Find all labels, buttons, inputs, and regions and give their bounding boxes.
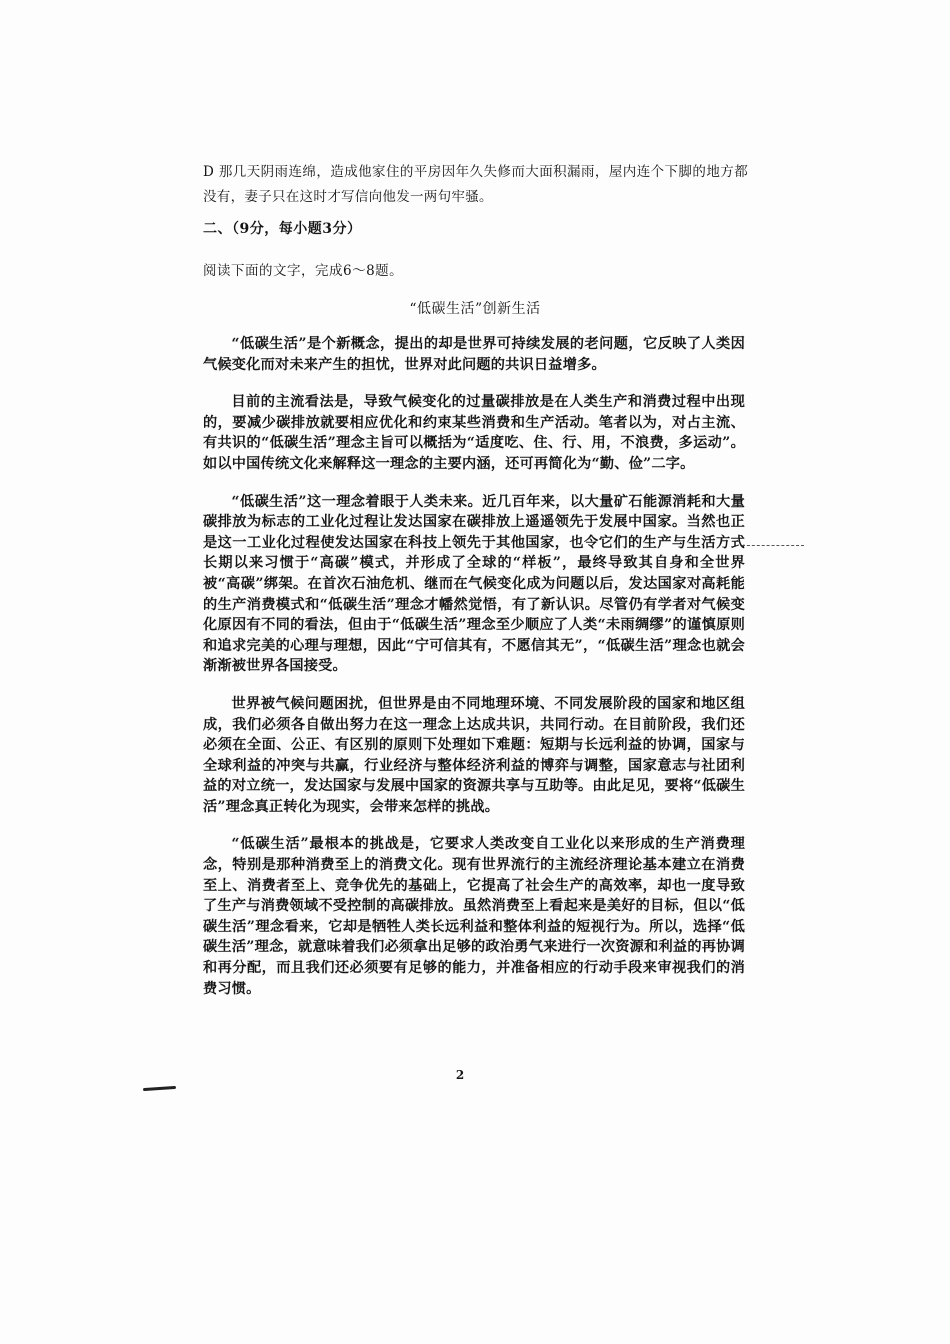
passage-paragraph: “低碳生活”最根本的挑战是，它要求人类改变自工业化以来形成的生产消费理念，特别是那种消费至上的消费文化。现有世界流行的主流经济理论基本建立在消费至上、消费者至上、竞争优先的基础上，它提高了社会生产的高效率，却也一度导致了生产与消费领域不受控制的高碳排放。虽然消费至上看起来是美好的目标，但以“低碳生活”理念看来，它却是牺牲人类长远利益和整体利益的短视行为。所以，选择“低碳生活”理念，就意味着我们必须拿出足够的政治勇气来进行一次资源和利益的再协调和再分配，而且我们还必须要有足够的能力，并准备相应的行动手段来审视我们的消费习惯。 — [203, 836, 745, 997]
passage-title: “低碳生活”创新生活 — [409, 301, 541, 317]
answer-option-d: D 那几天阴雨连绵，造成他家住的平房因年久失修而大面积漏雨，屋内连个下脚的地方都没有，妻子只在这时才写信向他发一两句牢骚。 — [203, 164, 748, 205]
passage-paragraph: “低碳生活”这一理念着眼于人类未来。近几百年来，以大量矿石能源消耗和大量碳排放为标志的工业化过程让发达国家在碳排放上遥遥领先于发展中国家。当然也正是这一工业化过程使发达国家在科技上领先于其他国家，也令它们的生产与生活方式长期以来习惯于“高碳”模式，并形成了全球的“样板”，最终导致其自身和全世界被“高碳”绑架。在首次石油危机、继而在气候变化成为问题以后，发达国家对高耗能的生产消费模式和“低碳生活”理念才幡然觉悟，有了新认识。尽管仍有学者对气候变化原因有不同的看法，但由于“低碳生活”理念至少顺应了人类“未雨绸缪”的谨慎原则和追求完美的心理与理想，因此“宁可信其有，不愿信其无”，“低碳生活”理念也就会渐渐被世界各国接受。 — [203, 493, 745, 675]
passage-paragraph: 目前的主流看法是，导致气候变化的过量碳排放是在人类生产和消费过程中出现的，要减少碳排放就要相应优化和约束某些消费和生产活动。笔者以为，对占主流、有共识的“低碳生活”理念主旨可以概括为“适度吃、住、行、用，不浪费，多运动”。如以中国传统文化来解释这一理念的主要内涵，还可再简化为“勤、俭”二字。 — [203, 394, 745, 472]
reading-instruction: 阅读下面的文字，完成6～8题。 — [203, 263, 404, 279]
reading-passage — [203, 334, 745, 1016]
page-number: 2 — [455, 1068, 465, 1082]
section-heading: 二、（9分，每小题3分） — [203, 221, 362, 237]
scan-mark — [742, 545, 804, 547]
scan-mark — [143, 1086, 176, 1091]
passage-paragraph: 世界被气候问题困扰，但世界是由不同地理环境、不同发展阶段的国家和地区组成，我们必须各自做出努力在这一理念上达成共识，共同行动。在目前阶段，我们还必须在全面、公正、有区别的原则下处理如下难题：短期与长远利益的协调，国家与全球利益的冲突与共赢，行业经济与整体经济利益的博弈与调整，国家意志与社团利益的对立统一，发达国家与发展中国家的资源共享与互助等。由此足见，要将“低碳生活”理念真正转化为现实，会带来怎样的挑战。 — [203, 695, 745, 815]
passage-paragraph: “低碳生活”是个新概念，提出的却是世界可持续发展的老问题，它反映了人类因气候变化而对未来产生的担忧，世界对此问题的共识日益增多。 — [203, 336, 745, 373]
